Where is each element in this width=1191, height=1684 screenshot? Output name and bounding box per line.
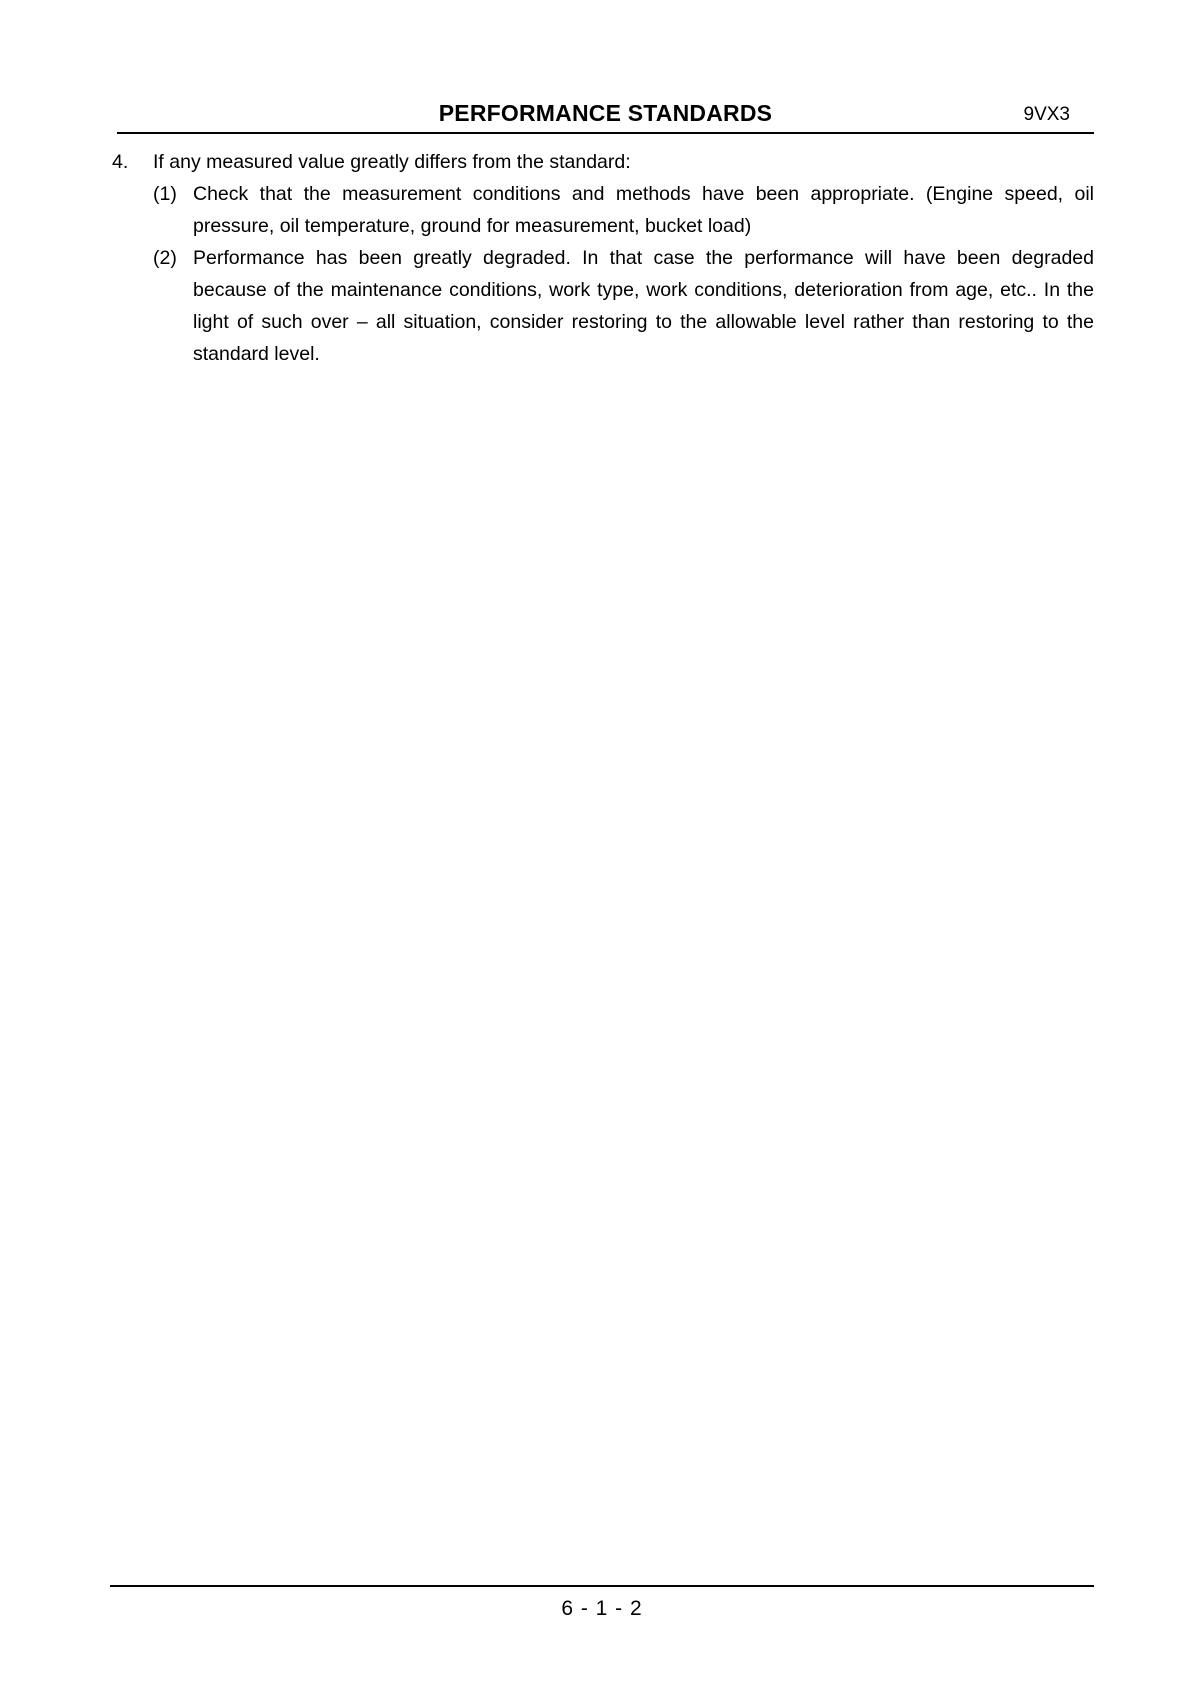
document-code: 9VX3 [1023,104,1070,125]
page-header [117,96,1094,134]
list-item-4 [112,146,1094,178]
main-content [112,146,1094,370]
sub-list-item-number: (2) [153,247,177,269]
sub-list-item-text: Performance has been greatly degraded. In that case the performance will have been degraded because of the maintenance conditions, work type, work conditions, deterioration from age, etc.. In the light of such over – all situation, consider restoring to the allowable level rather than restoring to the standard level. [193,247,1094,365]
list-item-text: If any measured value greatly differs from the standard: [153,151,631,173]
page-title: PERFORMANCE STANDARDS [438,100,773,126]
sub-list-item-1 [153,178,1094,242]
page-footer [110,1585,1094,1620]
list-item-number: 4. [112,151,129,173]
sub-list-item-number: (1) [153,183,177,205]
page-number: 6 - 1 - 2 [561,1597,643,1620]
sub-list-item-text: Check that the measurement conditions and methods have been appropriate. (Engine speed, oil pressure, oil temperature, ground for measurement, bucket load) [193,183,1094,237]
sub-list [153,178,1094,370]
sub-list-item-2 [153,242,1094,370]
